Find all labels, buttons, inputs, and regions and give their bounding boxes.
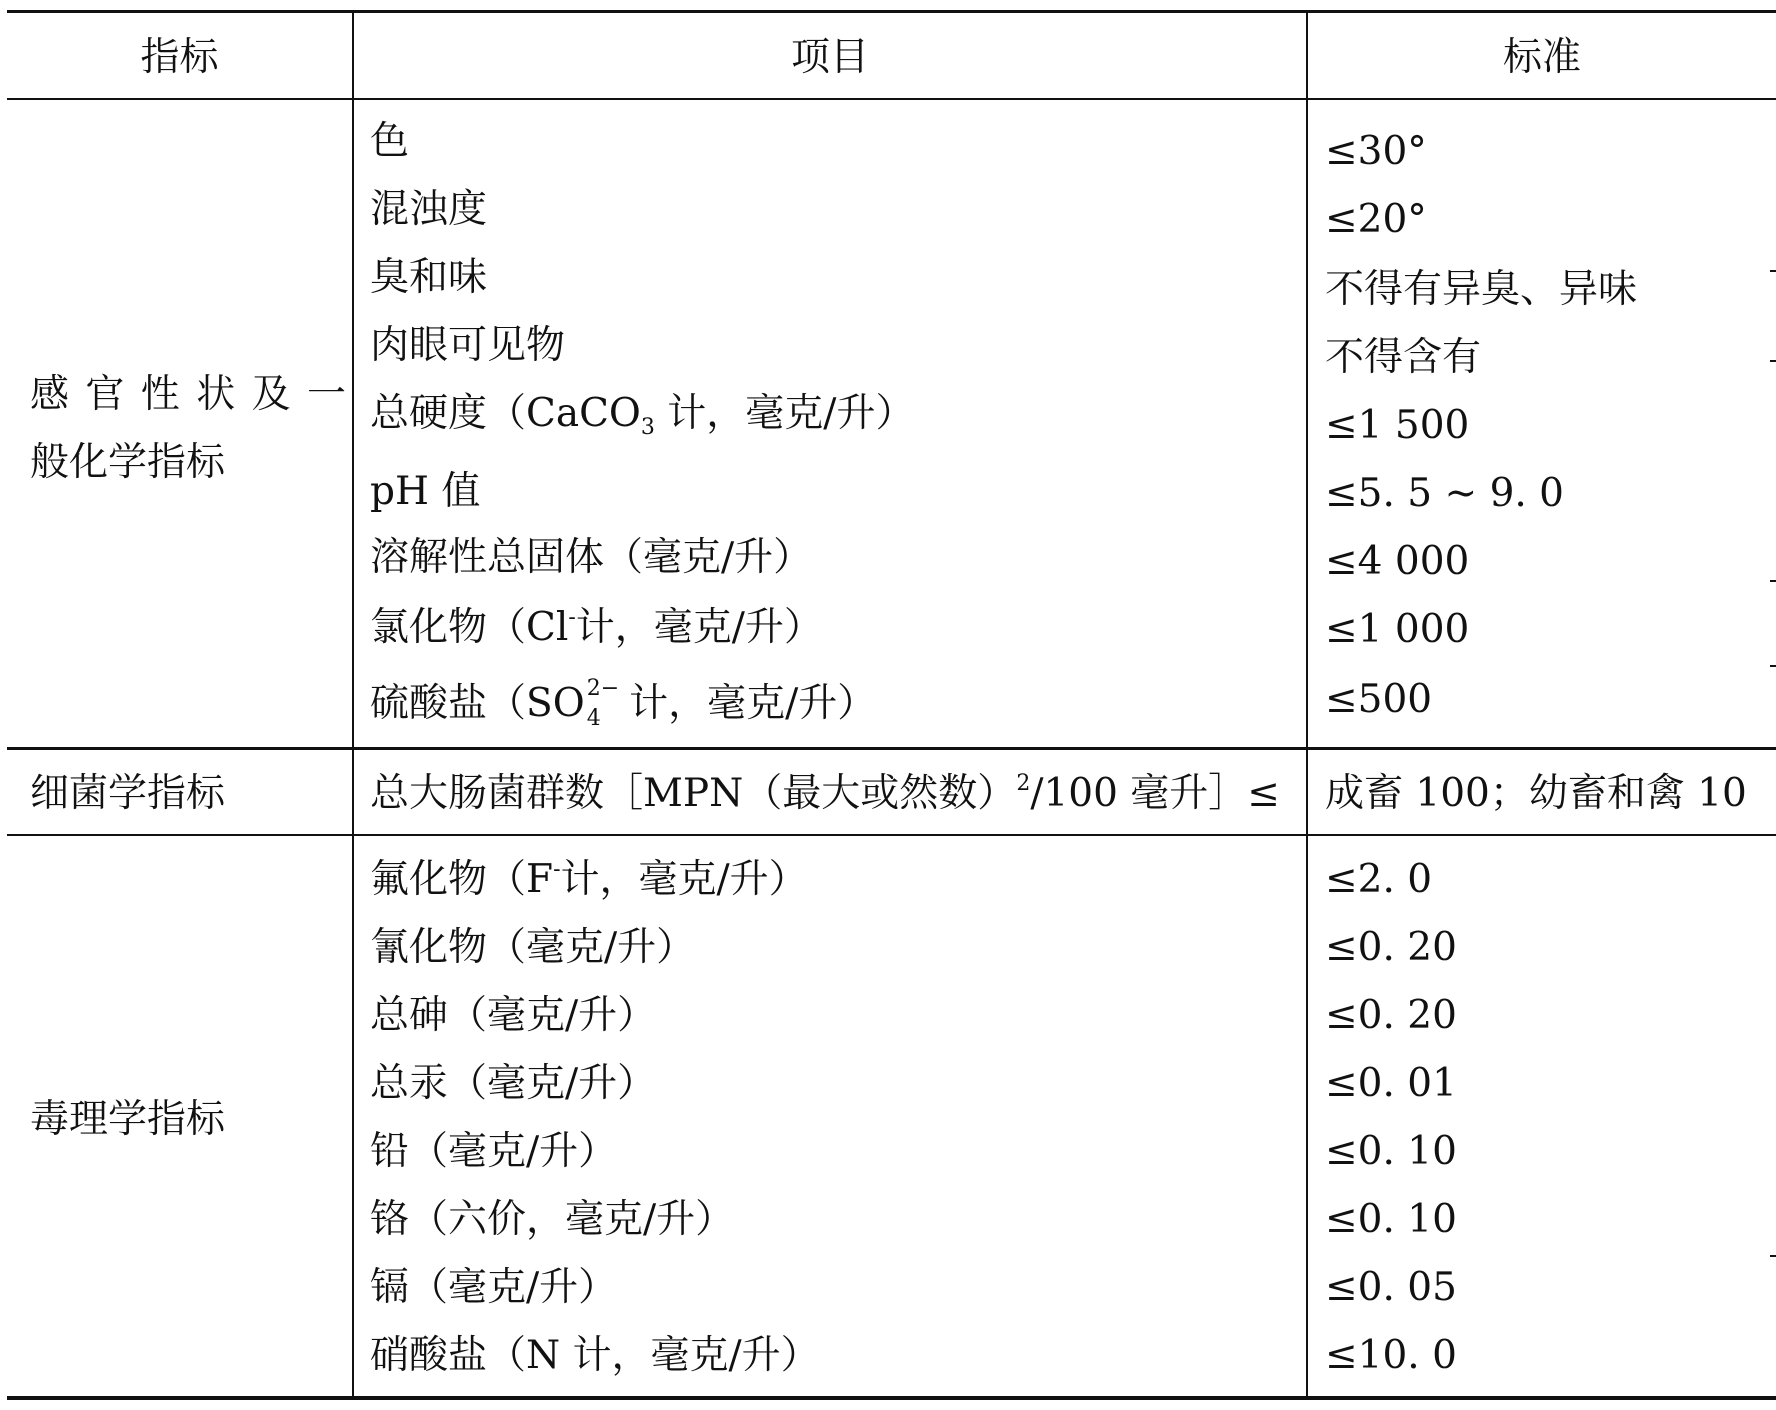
group2-bottom-rule xyxy=(7,834,1776,836)
standard-cell: ≤2. 0 xyxy=(1325,857,1433,902)
item-cell xyxy=(370,771,1280,816)
item-text: 计，毫克/升） xyxy=(654,391,915,436)
top-rule xyxy=(7,10,1776,13)
header-rule xyxy=(7,98,1776,100)
standard-cell: ≤0. 10 xyxy=(1325,1197,1457,1242)
group-name-line: 感 官 性 状 及 一 xyxy=(30,372,348,417)
superscript: - xyxy=(568,605,576,630)
standard-cell: ≤1 000 xyxy=(1325,607,1470,652)
edge-tick xyxy=(1770,665,1776,667)
standard-cell: 成畜 100；幼畜和禽 10 xyxy=(1325,771,1747,816)
column-divider-1 xyxy=(352,10,354,1398)
column-divider-2 xyxy=(1306,10,1308,1398)
standard-cell: ≤30° xyxy=(1325,129,1427,174)
edge-tick xyxy=(1770,1255,1776,1257)
standard-cell: ≤500 xyxy=(1325,677,1433,722)
standard-cell: ≤0. 05 xyxy=(1325,1265,1457,1310)
edge-tick xyxy=(1770,270,1776,272)
standard-cell: ≤0. 20 xyxy=(1325,993,1457,1038)
item-cell: 铬（六价，毫克/升） xyxy=(370,1197,735,1242)
standard-cell: ≤0. 10 xyxy=(1325,1129,1457,1174)
item-cell xyxy=(370,676,877,731)
group-name-line: 般化学指标 xyxy=(30,440,226,485)
bottom-rule xyxy=(7,1396,1776,1400)
header-item: 项目 xyxy=(790,35,869,80)
standard-cell: ≤4 000 xyxy=(1325,539,1470,584)
superscript: - xyxy=(553,857,561,882)
item-cell: 铅（毫克/升） xyxy=(370,1129,618,1174)
header-indicator: 指标 xyxy=(140,35,219,80)
item-cell: 肉眼可见物 xyxy=(370,323,566,368)
group-name: 毒理学指标 xyxy=(30,1097,226,1142)
item-cell: 总汞（毫克/升） xyxy=(370,1061,657,1106)
item-cell: 臭和味 xyxy=(370,255,488,300)
standard-cell: ≤5. 5 ~ 9. 0 xyxy=(1325,471,1564,516)
item-cell: pH 值 xyxy=(370,469,481,514)
standard-cell: ≤20° xyxy=(1325,197,1427,242)
item-cell: 氰化物（毫克/升） xyxy=(370,925,696,970)
header-standard: 标准 xyxy=(1502,35,1581,80)
item-text: 氟化物（F xyxy=(370,857,554,902)
item-cell xyxy=(370,391,915,440)
standard-cell: 不得有异臭、异味 xyxy=(1325,267,1638,312)
item-text: 总硬度（CaCO xyxy=(370,391,641,436)
group1-bottom-rule xyxy=(7,747,1776,750)
item-cell xyxy=(370,857,808,902)
standard-cell: 不得含有 xyxy=(1325,335,1482,380)
standard-cell: ≤0. 20 xyxy=(1325,925,1457,970)
item-cell: 溶解性总固体（毫克/升） xyxy=(370,535,813,580)
edge-tick xyxy=(1770,580,1776,582)
item-text: 硫酸盐（SO xyxy=(370,681,585,726)
standard-cell: ≤0. 01 xyxy=(1325,1061,1457,1106)
item-cell: 总砷（毫克/升） xyxy=(370,993,657,1038)
standard-cell: ≤1 500 xyxy=(1325,403,1470,448)
item-cell xyxy=(370,605,823,650)
standard-cell: ≤10. 0 xyxy=(1325,1333,1457,1378)
item-text: 氯化物（Cl xyxy=(370,605,569,650)
item-cell: 色 xyxy=(370,119,410,164)
item-cell: 混浊度 xyxy=(370,187,488,232)
item-text: 总大肠菌群数［MPN（最大或然数） xyxy=(370,771,1017,816)
group-name: 细菌学指标 xyxy=(30,771,226,816)
item-cell: 硝酸盐（N 计，毫克/升） xyxy=(370,1333,820,1378)
ion-charge xyxy=(585,676,620,731)
superscript: 2 xyxy=(1016,771,1031,796)
item-cell: 镉（毫克/升） xyxy=(370,1265,618,1310)
edge-tick xyxy=(1770,360,1776,362)
subscript: 3 xyxy=(640,415,655,440)
item-text: /100 毫升］≤ xyxy=(1030,771,1280,816)
superscript: 2− xyxy=(586,676,620,701)
item-text: 计，毫克/升） xyxy=(575,605,823,650)
subscript: 4 xyxy=(586,706,601,731)
item-text: 计，毫克/升） xyxy=(560,857,808,902)
item-text: 计，毫克/升） xyxy=(616,681,877,726)
